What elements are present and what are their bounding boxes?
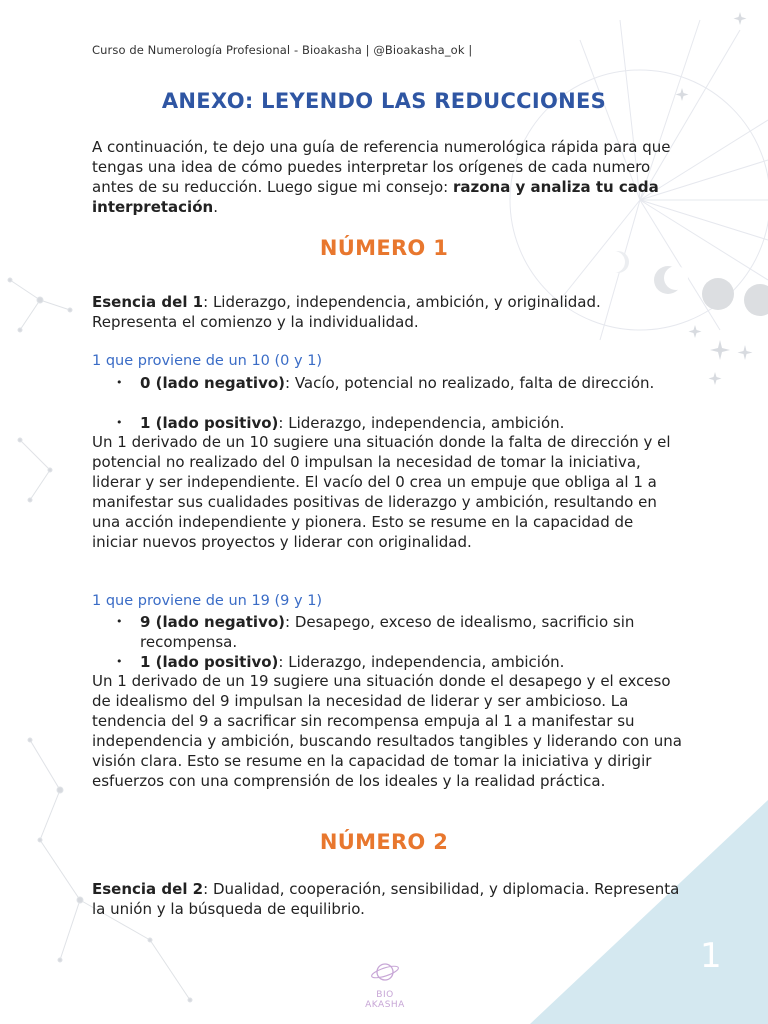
essence-2 <box>92 879 682 919</box>
bullet-item <box>116 413 676 433</box>
bullet-desc: : Liderazgo, independencia, ambición. <box>278 653 565 671</box>
bullet-desc: : Liderazgo, independencia, ambición. <box>278 414 565 432</box>
bullet-text <box>140 373 676 393</box>
bullet-item <box>116 373 676 393</box>
essence-1-text: : Liderazgo, independencia, ambición, y originalidad. Representa el comienzo y la individualidad. <box>92 293 601 331</box>
running-header: Curso de Numerología Profesional - Bioakasha | @Bioakasha_ok | <box>92 43 473 57</box>
planet-icon <box>370 960 400 984</box>
essence-1 <box>92 292 682 332</box>
essence-1-label: Esencia del 1 <box>92 293 204 311</box>
section-heading-2: NÚMERO 2 <box>319 830 449 854</box>
bullet-text <box>140 652 676 672</box>
intro-paragraph <box>92 137 682 217</box>
explanation-paragraph-10: Un 1 derivado de un 10 sugiere una situación donde la falta de dirección y el potencial no realizado del 0 impulsan la necesidad de tomar la iniciativa, liderar y ser independiente. El vacío del 0 crea un empuje que obliga al 1 a manifestar sus cualidades positivas de liderazgo y ambición, resultando en una acción independiente y pionera. Esto se resume en la capacidad de iniciar nuevos proyectos y liderar con originalidad. <box>92 433 671 551</box>
bullet-desc: : Desapego, exceso de idealismo, sacrificio sin recompensa. <box>140 613 635 651</box>
bullet-item <box>116 652 676 672</box>
bullet-label: 1 (lado positivo) <box>140 653 279 671</box>
essence-2-label: Esencia del 2 <box>92 880 204 898</box>
bullet-dot: • <box>116 376 123 389</box>
bullet-text <box>140 612 676 652</box>
bullet-dot: • <box>116 655 123 668</box>
section-heading-1: NÚMERO 1 <box>319 236 449 260</box>
subheading-10: 1 que proviene de un 10 (0 y 1) <box>92 353 323 369</box>
page-title: ANEXO: LEYENDO LAS REDUCCIONES <box>161 89 607 113</box>
bullet-text <box>140 413 676 433</box>
bullet-dot: • <box>116 615 123 628</box>
page-number: 1 <box>700 936 722 976</box>
bullet-desc: : Vacío, potencial no realizado, falta de dirección. <box>285 374 655 392</box>
bullet-label: 9 (lado negativo) <box>140 613 286 631</box>
bullet-item <box>116 612 676 652</box>
bioakasha-logo <box>355 960 415 1010</box>
subheading-19: 1 que proviene de un 19 (9 y 1) <box>92 593 323 609</box>
intro-text: A continuación, te dejo una guía de referencia numerológica rápida para que tengas una idea de cómo puedes interpretar los orígenes de cada numero antes de su reducción. Luego sigue mi consejo: <box>92 138 671 196</box>
bullet-label: 1 (lado positivo) <box>140 414 279 432</box>
explanation-paragraph-19: Un 1 derivado de un 19 sugiere una situación donde el desapego y el exceso de idealismo del 9 impulsan la necesidad de liderar y ser ambicioso. La tendencia del 9 a sacrificar sin recompensa empuja al 1 a manifestar su independencia y ambición, buscando resultados tangibles y liderando con una visión clara. Esto se resume en la capacidad de tomar la iniciativa y dirigir esfuerzos con una comprensión de los ideales y la realidad práctica. <box>92 672 682 790</box>
bullet-label: 0 (lado negativo) <box>140 374 286 392</box>
intro-end: . <box>213 198 218 216</box>
intro-bold: razona y analiza tu cada interpretación <box>92 178 659 216</box>
bullet-dot: • <box>116 416 123 429</box>
essence-2-text: : Dualidad, cooperación, sensibilidad, y diplomacia. Representa la unión y la búsqueda de equilibrio. <box>92 880 680 918</box>
logo-text: BIO AKASHA <box>365 990 405 1010</box>
